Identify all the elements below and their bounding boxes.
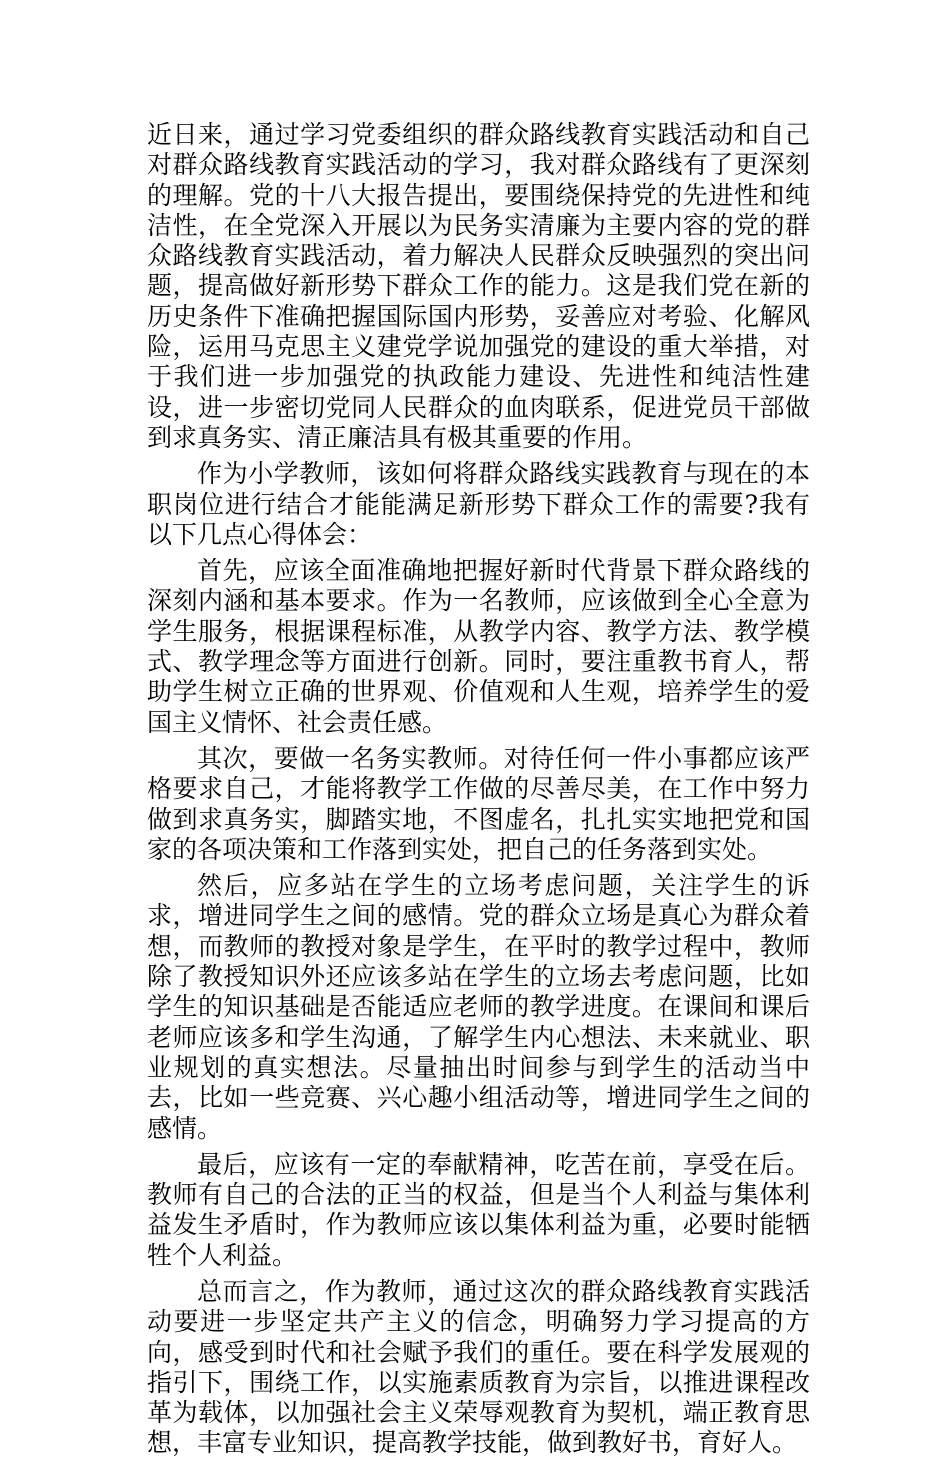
paragraph-fourth-point: 最后，应该有一定的奉献精神，吃苦在前，享受在后。教师有自己的合法的正当的权益，但是当个人利益与集体利益发生矛盾时，作为教师应该以集体利益为重，必要时能牺牲个人利益。 [147, 1149, 810, 1270]
paragraph-intro: 近日来，通过学习党委组织的群众路线教育实践活动和自己对群众路线教育实践活动的学习，我对群众路线有了更深刻的理解。党的十八大报告提出，要围绕保持党的先进性和纯洁性，在全党深入开展以为民务实清廉为主要内容的党的群众路线教育实践活动，着力解决人民群众反映强烈的突出问题，提高做好新形势下群众工作的能力。这是我们党在新的历史条件下准确把握国际国内形势，妥善应对考验、化解风险，运用马克思主义建党学说加强党的建设的重大举措，对于我们进一步加强党的执政能力建设、先进性和纯洁性建设，进一步密切党同人民群众的血肉联系，促进党员干部做到求真务实、清正廉洁具有极其重要的作用。 [147, 120, 810, 452]
document-body [147, 120, 810, 1465]
paragraph-question: 作为小学教师，该如何将群众路线实践教育与现在的本职岗位进行结合才能能满足新形势下群众工作的需要?我有以下几点心得体会： [147, 459, 810, 549]
paragraph-third-point: 然后，应多站在学生的立场考虑问题，关注学生的诉求，增进同学生之间的感情。党的群众立场是真心为群众着想，而教师的教授对象是学生，在平时的教学过程中，教师除了教授知识外还应该多站在学生的立场去考虑问题，比如学生的知识基础是否能适应老师的教学进度。在课间和课后老师应该多和学生沟通，了解学生内心想法、未来就业、职业规划的真实想法。尽量抽出时间参与到学生的活动当中去，比如一些竞赛、兴心趣小组活动等，增进同学生之间的感情。 [147, 871, 810, 1143]
paragraph-second-point: 其次，要做一名务实教师。对待任何一件小事都应该严格要求自己，才能将教学工作做的尽善尽美，在工作中努力做到求真务实，脚踏实地，不图虚名，扎扎实实地把党和国家的各项决策和工作落到实处，把自己的任务落到实处。 [147, 743, 810, 864]
paragraph-conclusion: 总而言之，作为教师，通过这次的群众路线教育实践活动要进一步坚定共产主义的信念，明确努力学习提高的方向，感受到时代和社会赋予我们的重任。要在科学发展观的指引下，围绕工作，以实施素质教育为宗旨，以推进课程改革为载体，以加强社会主义荣辱观教育为契机，端正教育思想，丰富专业知识，提高教学技能，做到教好书，育好人。 [147, 1276, 810, 1458]
paragraph-first-point: 首先，应该全面准确地把握好新时代背景下群众路线的深刻内涵和基本要求。作为一名教师，应该做到全心全意为学生服务，根据课程标准，从教学内容、教学方法、教学模式、教学理念等方面进行创新。同时，要注重教书育人，帮助学生树立正确的世界观、价值观和人生观，培养学生的爱国主义情怀、社会责任感。 [147, 556, 810, 737]
